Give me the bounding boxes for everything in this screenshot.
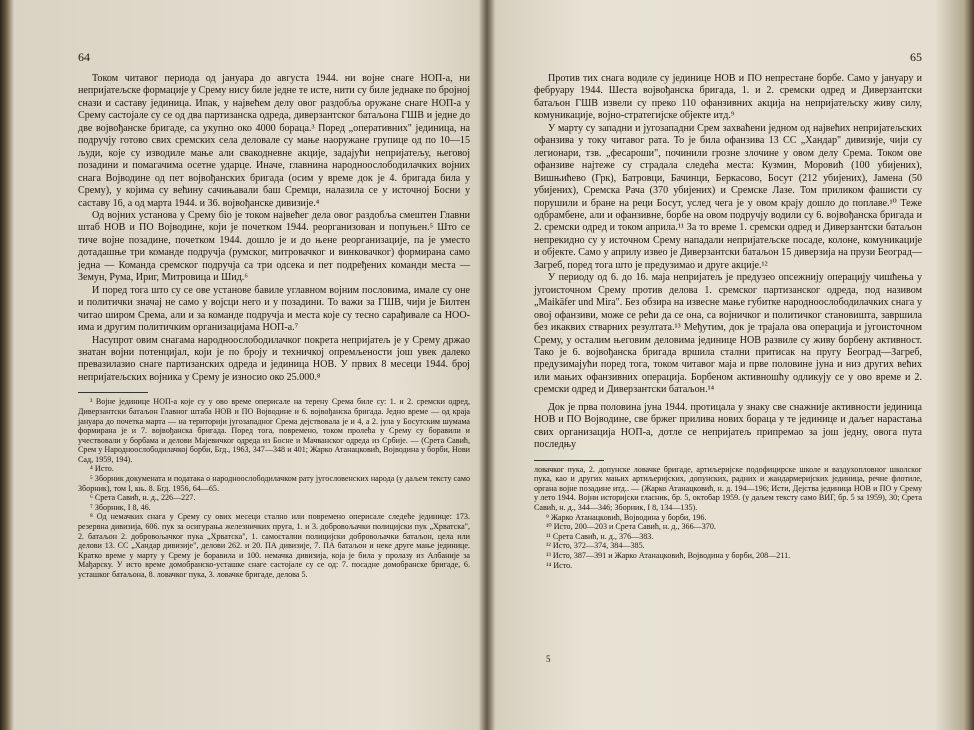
footnotes bbox=[534, 465, 922, 571]
paragraph: Против тих снага водиле су јединице НОВ и ПО непрестане борбе. Само у јануару и фебруару 1944. Шеста војвођанска бригада, 1. и 2. сремски одред и Диверзантски батаљон ГШВ извели су преко 110 офанзивних акција на непријатељску живу силу, комуникације, војно-стратегијске објекте итд.⁹ bbox=[534, 73, 922, 122]
footnote: ¹¹ Срета Савић, н. д., 376—383. bbox=[546, 531, 654, 541]
footnotes bbox=[78, 397, 470, 579]
footnote: ⁸ Од немачких снага у Срему су ових месеци стално или повремено оперисале следеће јединице: 173. резервна дивизија, 606. пук за осигурања железничких пруга, 1. и 3. добровољачки полицијски пук „Хрватска", 2. батаљон 2. добровољачког пука „Хрватска", 1. самостални полицијски добровољачки батаљон, цела или делови 13. СС „Хандар дивизије", делови 262. и 20. ПА дивизије, 7. ПА батаљон и неке друге мање јединице. Кратко време у марту у Срему је боравила и 100. немачка дивизија, која је била у пролазу из Албаније за Мађарску. У исто време домобранско-усташке снаге састојале су се од: 7. посадне домобранске бригаде, 6. усташког батаљона, 8. ловачког пука, 3. ловачке бригаде, делова 5. bbox=[78, 512, 470, 580]
footnote: ⁶ Срета Савић, н. д., 226—227. bbox=[90, 493, 196, 503]
book-gutter bbox=[478, 0, 496, 730]
paragraph: Током читавог периода од јануара до августа 1944. ни војне снаге НОП-а, ни непријатељске формације у Срему нису биле једне те исте, нити су биле једнаке по бројној снази и саставу јединица. Ипак, у највећем делу овог раздобља оружане снаге НОП-а у Срему састојале су се од два партизанска одреда, диверзантског батаљона ГШВ и једне до две војвођанске бригаде, са укупно око 4000 бораца.³ Поред „оперативних" јединица, на подручју готово свих сремских села деловале су мање наоружане групице од по 10—15 људи, које су изводиле мање али свакодневне акције, задајући непријатељу, његовој позадини и помагачима осетне ударце. Иначе, главнина народноослободилачких војних снага Војводине од пет војвођанских бригада (осим у време док је 4. бригада била у Срему), у којима су већину сачињавали баш Сремци, налазила се у источној Босни у саставу 16, а од марта 1944. и 36. војвођанске дивизије.⁴ bbox=[78, 73, 470, 209]
paragraph: Док је прва половина јуна 1944. протицала у знаку све снажније активности јединица НОВ и ПО Војводине, све бржег прилива нових бораца у те јединице и даљег нарастања свих организација НОП-а, дотле се непријатељ припремао за још једну, овога пута последњу bbox=[534, 401, 922, 451]
paragraph: И поред тога што су се ове установе бавиле углавном војним пословима, имале су оне и политички значај не само у војсци него и у позадини. То важи за ГШВ, чији је Билтен читао широм Срема, али и за команде подручја и места које су тесно сарађивале са НОО-има и другим политичким организацијама НОП-а.⁷ bbox=[78, 284, 470, 334]
paragraph: Од војних установа у Срему бio је током највећег дела овог раздобља смештен Главни штаб НОВ и ПО Војводине, који је почетком 1944. реорганизован и попуњен.⁵ Што се тиче војне позадине, почетком 1944. дошло је и до њене реорганизације, па је уместо дотадашње три команде подручја (румског, митровачког и винковачког) формирана само једна — Команда сремског подручја са три одсека и пет подређених команди места — Земун, Рума, Ириг, Митровица и Шид.⁶ bbox=[78, 209, 470, 284]
footnote-divider bbox=[534, 460, 604, 461]
footnote: ³ Војне јединице НОП-а које су у ово време оперисале на терену Срема биле су: 1. и 2. сремски одред, Диверзантски батаљон Главног штаба НОВ и ПО Војводине и 6. војвођанска бригада. Једно време — од краја јануара до почетка марта — на територији југозападног Срема дејствовала је и 4, а 2. јула у Босутским шумама формирана је и 7. војвођанска бригада. Поред тога, повремено, током пролећа у Срему су боравили и учествовали у борбама и делови Мајевичког одреда из Босне и Мачванског одреда из Србије. — (Срета Савић, Срем у Народноослободилачкој борби, Бгд., 1963, 347—348 и 401; Жарко Атанацковић, Војводина у борби, Нови Сад, 1959, 194). bbox=[78, 397, 470, 464]
footnote: ¹⁰ Исто, 200—203 и Срета Савић, н. д., 366—370. bbox=[546, 522, 716, 532]
footnote: ⁷ Зборник, I 8, 46. bbox=[90, 502, 151, 512]
paragraph: Насупрот овим снагама народноослободилачког покрета непријатељ је у Срему држао знатан војни потенцијал, који је по броју и техничкој опремљености још увек далеко превазилазио снаге партизанских одреда и јединица НОВ. У првих 8 месеци 1944. број непријатељских војника у Срему је износио око 25.000.⁸ bbox=[78, 334, 470, 383]
footnote: ¹² Исто, 372—374, 384—385. bbox=[546, 541, 645, 551]
footnote: ¹³ Исто, 387—391 и Жарко Атанацковић, Војводина у борби, 208—211. bbox=[546, 550, 791, 560]
left-page bbox=[14, 0, 480, 730]
right-page bbox=[496, 0, 966, 730]
signature-mark: 5 bbox=[546, 654, 551, 664]
body-text bbox=[534, 73, 922, 452]
paragraph: У марту су западни и југозападни Срем захваћени једном од највећих непријатељских офанзива у току читавог рата. То је била офанзива 13 СС „Хандар" дивизије, чији су легионари, тзв. „фесароши", починили грозне злочине у овом делу Срема. Током ове офанзиве најтеже су страдала следећа места: Кузмин, Моровић (100 убијених), Вишњићево (Грк), Батровци, Бачинци, Беркасово, Босут (212 убијених), Јамена (50 убијених), Сремска Рача (370 убијених) и Сремске Лазе. Том приликом фашисти су порушили и бране на реци Босут, услед чега је у овом крају дошло до поплаве.¹⁰ Теже одбрамбене, али и офанзивне, борбе на овом подручју водили су 6. војвођанска бригада и 2. сремски одред и током априла.¹¹ За то време 1. сремски одред и Диверзантски батаљон непрекидно су у источном Срему нападали непријатељске посаде, колоне, комуникације и објекте. Само у априлу извео је Диверзантски батаљон 15 диверзија на прузи Београд—Загреб, поред тога што је предузимао и друге акције.¹² bbox=[534, 122, 922, 271]
paragraph: У периоду од 6. до 16. маја непријатељ је предузео опсежнију операцију чишћења у југоисточном Срему против делова 1. сремског партизанског одреда, под називом „Maikäfer und Mira". Без обзира на извесне мање губитке народноослободилачких снага у овој офанзиви, може се рећи да се она, са војничког и политичког становишта, завршила без икаквих стварних резултата.¹³ Међутим, док је трајала ова операција и југоисточном Срему, у осталим његовим деловима јединице НОВ развиле су живу борбену активност. Тако је 6. војвођанска бригада вршила стални притисак на пругу Београд—Загреб, предузимајући поред тога, током читавог маја и прве половине јуна и низ других већих или мањих офанзивних операција. Борбеном активношћу одликују се у ово време и 2. сремски одред и Диверзантски батаљон.¹⁴ bbox=[534, 272, 922, 396]
footnote: ⁴ Исто. bbox=[90, 464, 114, 474]
body-text bbox=[78, 73, 470, 384]
page-number: 65 bbox=[910, 50, 922, 64]
footnote: ловачког пука, 2. допунске ловачке бригаде, артиљеријске подофицирске школе и ваздухопловног школског пука, као и других мањих артиљеријских, допунских, радних и жандармеријских јединица, речне флотиле, органа војне позадине итд.. — (Жарко Атанацковић, н. д. 194—196; Исти, Дејства јединица НОВ и ПО у Срему у лето 1944. Војни историјски гласник, бр. 5, октобар 1959. (у даљем тексту само ВИГ, бр. 5 за 1959), 30; Срета Савић, н. д., 344—346; Зборник, I 8, 134—135). bbox=[534, 464, 922, 512]
footnote: ⁵ Зборник докумената и података о народноослободилачком рату југословенских народа (у даљем тексту само Зборник), том I, књ. 8. Бгд. 1956, 64—65. bbox=[78, 474, 470, 493]
footnote: ¹⁴ Исто. bbox=[546, 560, 573, 570]
footnote-divider bbox=[78, 392, 148, 393]
footnote: ⁹ Жарко Атанацковић, Војводина у борби, 196. bbox=[546, 512, 707, 522]
page-number: 64 bbox=[78, 50, 90, 64]
